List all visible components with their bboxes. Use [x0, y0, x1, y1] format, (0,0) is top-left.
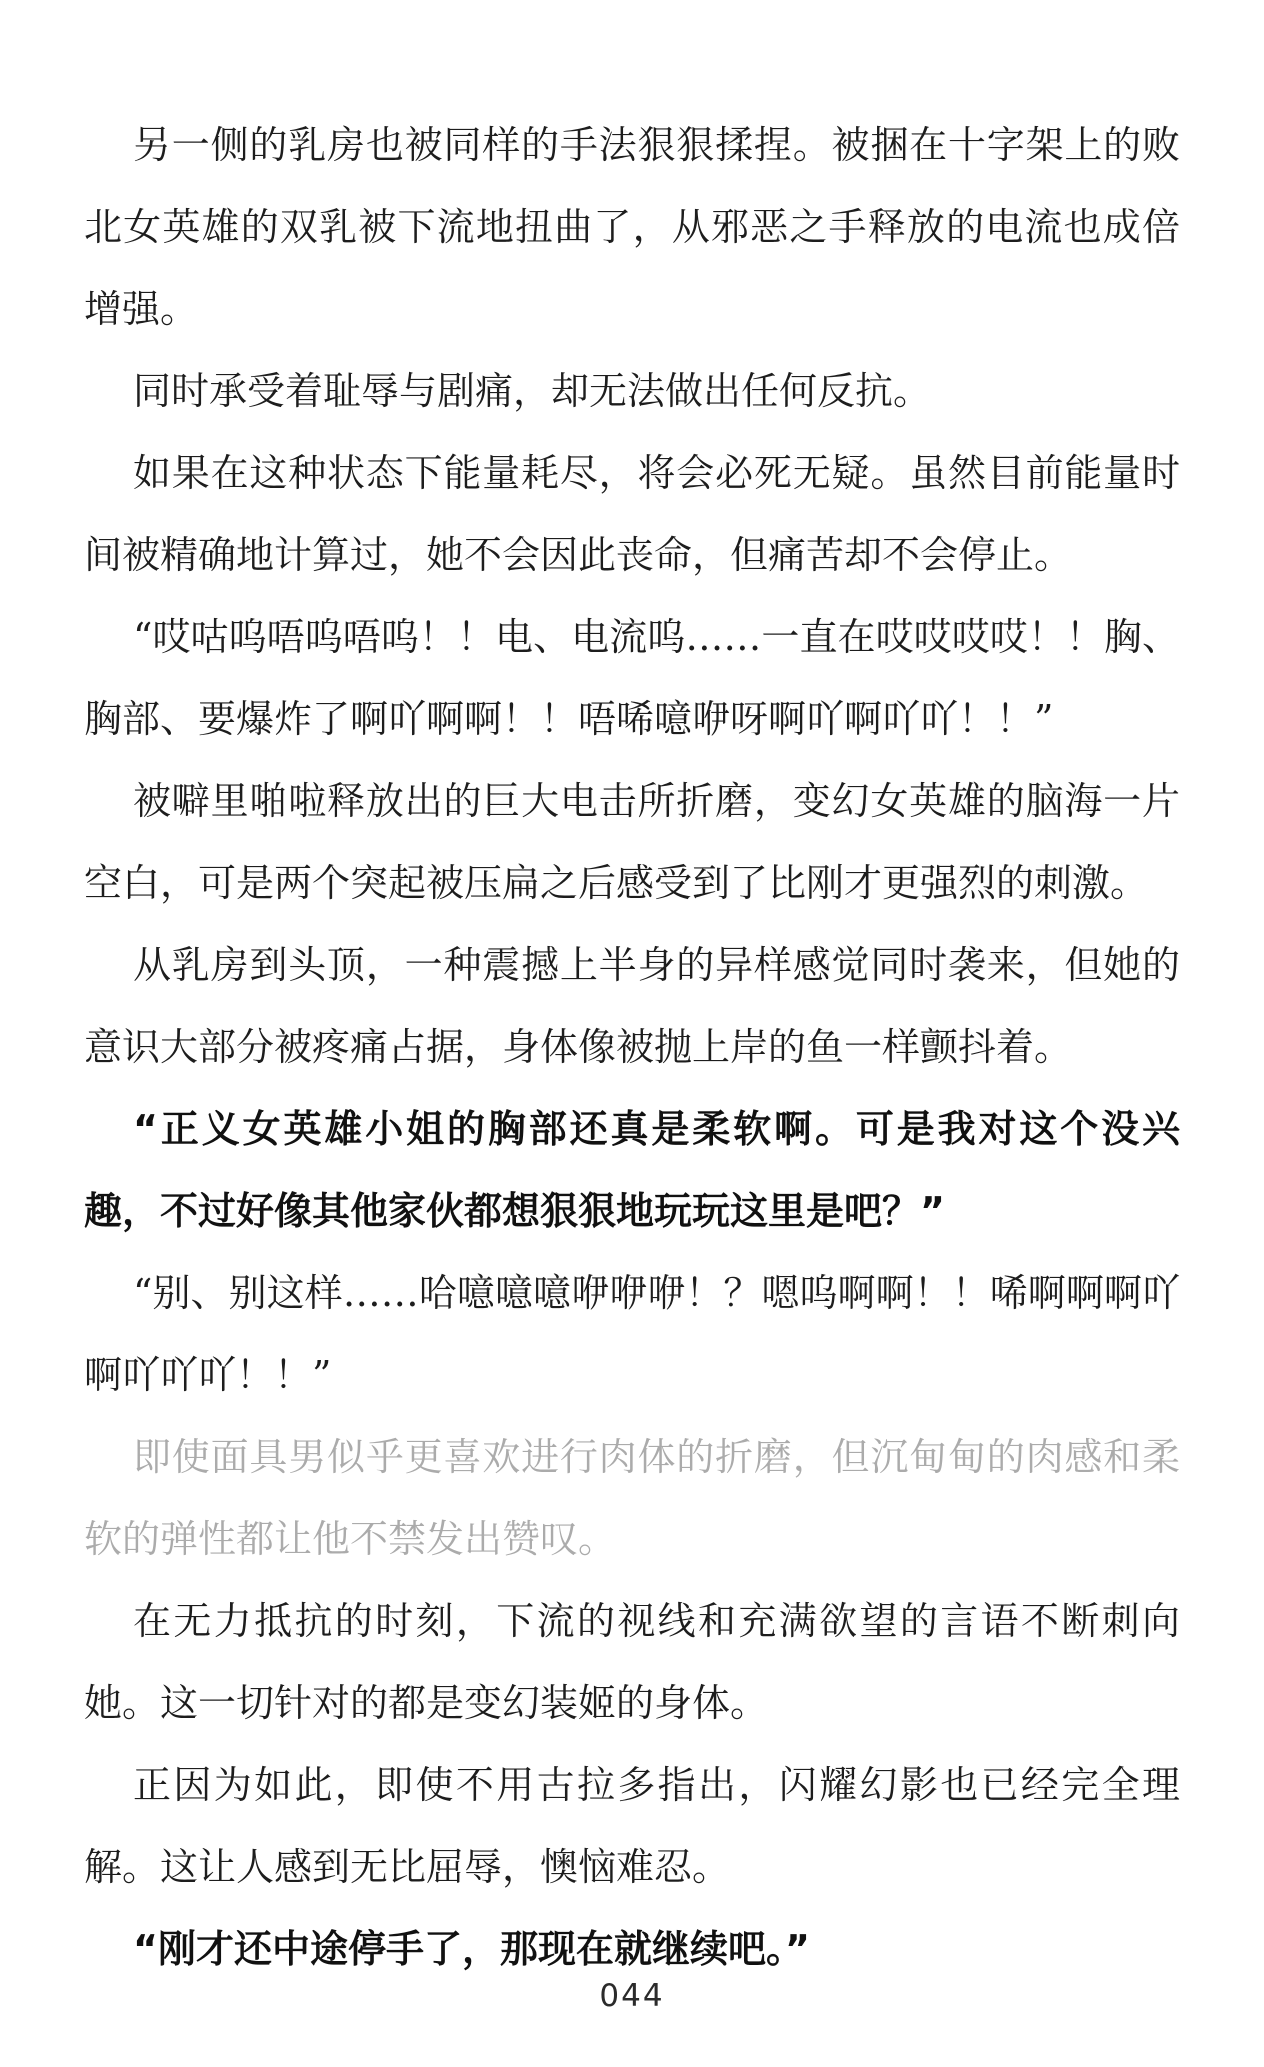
- paragraph-8: “别、别这样……哈噫噫噫咿咿咿！？嗯呜啊啊！！唏啊啊啊吖啊吖吖吖！！”: [84, 1271, 1180, 1397]
- paragraph-10: 在无力抵抗的时刻，下流的视线和充满欲望的言语不断刺向她。这一切针对的都是变幻装姬的身体。: [84, 1599, 1180, 1725]
- paragraph-12: “刚才还中途停手了，那现在就继续吧。”: [133, 1927, 810, 1971]
- paragraph-5: 被噼里啪啦释放出的巨大电击所折磨，变幻女英雄的脑海一片空白，可是两个突起被压扁之后感受到了比刚才更强烈的刺激。: [84, 779, 1180, 905]
- paragraph-7: “正义女英雄小姐的胸部还真是柔软啊。可是我对这个没兴趣，不过好像其他家伙都想狠狠地玩玩这里是吧？”: [84, 1107, 1180, 1233]
- paragraph-6: 从乳房到头顶，一种震撼上半身的异样感觉同时袭来，但她的意识大部分被疼痛占据，身体像被抛上岸的鱼一样颤抖着。: [84, 943, 1180, 1069]
- paragraph-2: 同时承受着耻辱与剧痛，却无法做出任何反抗。: [133, 369, 932, 413]
- paragraph-3: 如果在这种状态下能量耗尽，将会必死无疑。虽然目前能量时间被精确地计算过，她不会因此丧命，但痛苦却不会停止。: [84, 451, 1180, 577]
- paragraph-11: 正因为如此，即使不用古拉多指出，闪耀幻影也已经完全理解。这让人感到无比屈辱，懊恼难忍。: [84, 1763, 1180, 1889]
- paragraph-4: “哎咕呜唔呜唔呜！！电、电流呜……一直在哎哎哎哎！！胸、胸部、要爆炸了啊吖啊啊！！唔唏噫咿呀啊吖啊吖吖！！”: [84, 615, 1180, 741]
- paragraph-1: 另一侧的乳房也被同样的手法狠狠揉捏。被捆在十字架上的败北女英雄的双乳被下流地扭曲了，从邪恶之手释放的电流也成倍增强。: [84, 123, 1180, 331]
- page-number: 044: [599, 1978, 665, 2014]
- paragraph-9: 即使面具男似乎更喜欢进行肉体的折磨，但沉甸甸的肉感和柔软的弹性都让他不禁发出赞叹。: [84, 1435, 1180, 1561]
- text-content: [84, 104, 1180, 1990]
